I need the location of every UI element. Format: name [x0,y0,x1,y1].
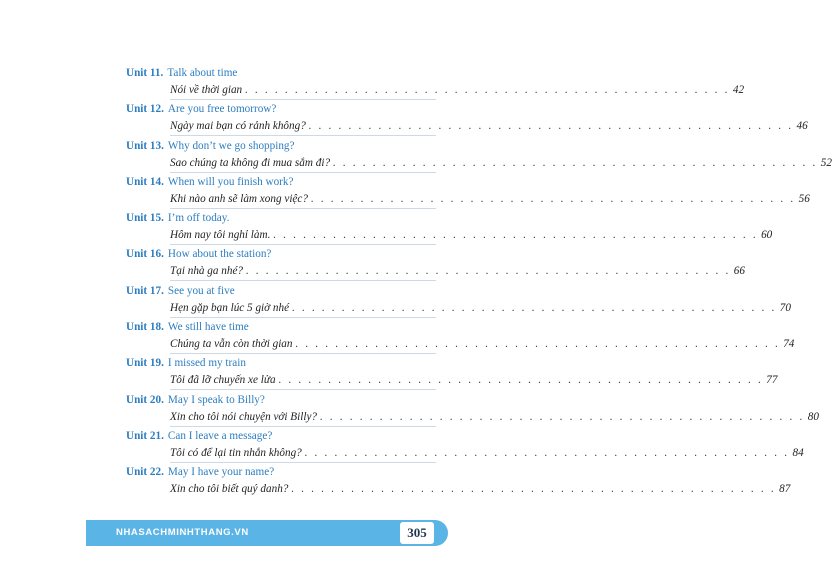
unit-label: Unit 13. [126,139,164,152]
page-number: 87 [779,483,791,496]
unit-subtitle: Khi nào anh sẽ làm xong việc? [170,192,308,205]
toc-entry[interactable] [126,284,791,320]
unit-title: When will you finish work? [167,175,294,188]
unit-label: Unit 16. [126,248,164,261]
unit-label: Unit 20. [126,393,164,406]
toc-entry[interactable] [126,393,819,429]
unit-label: Unit 15. [126,212,164,225]
toc-entry[interactable] [126,320,795,356]
unit-label: Unit 14. [126,175,164,188]
divider [170,462,436,463]
dot-leader: . . . . . . . . . . . . . . . . . . . . . . . . . . . . . . . . . . . . . . . . . . . . . . . . . [320,410,805,423]
unit-title: Are you free tomorrow? [167,103,277,116]
unit-label: Unit 19. [126,357,164,370]
page-number: 60 [761,229,773,242]
unit-title: Why don’t we go shopping? [167,139,295,152]
page-number: 74 [783,338,795,351]
unit-subtitle: Nói về thời gian [170,84,243,96]
divider [170,426,436,427]
unit-title: May I have your name? [167,466,275,479]
divider [170,389,436,390]
unit-subtitle: Chúng ta vẫn còn thời gian [170,338,293,351]
dot-leader: . . . . . . . . . . . . . . . . . . . . . . . . . . . . . . . . . . . . . . . . . . . . . . . . . [308,120,794,133]
footer-brand[interactable]: NHASACHMINHTHANG.VN [116,527,249,538]
unit-label: Unit 12. [126,103,164,116]
divider [170,244,436,245]
page-number: 66 [733,265,745,278]
dot-leader: . . . . . . . . . . . . . . . . . . . . . . . . . . . . . . . . . . . . . . . . . . . . . . . . . [291,483,777,496]
unit-subtitle: Tại nhà ga nhé? [170,265,244,278]
page-number: 77 [766,374,778,387]
unit-subtitle: Xin cho tôi nói chuyện với Billy? [170,410,318,423]
toc-entry[interactable] [126,247,745,283]
dot-leader: . . . . . . . . . . . . . . . . . . . . . . . . . . . . . . . . . . . . . . . . . . . . . . . . . [278,374,764,387]
unit-title: Can I leave a message? [167,429,273,442]
divider [170,208,436,209]
page-number: 52 [820,156,832,169]
toc-entry[interactable] [126,211,773,247]
toc-entry[interactable] [126,356,778,392]
unit-subtitle: Tôi có để lại tin nhắn không? [170,446,302,459]
dot-leader: . . . . . . . . . . . . . . . . . . . . . . . . . . . . . . . . . . . . . . . . . . . . . . . . . [292,301,777,314]
divider [170,317,436,318]
page-number: 80 [807,410,819,423]
dot-leader: . . . . . . . . . . . . . . . . . . . . . . . . . . . . . . . . . . . . . . . . . . . . . . . . . [245,84,730,96]
unit-title: I’m off today. [167,212,230,225]
unit-subtitle: Hẹn gặp bạn lúc 5 giờ nhé [170,301,290,314]
divider [170,135,436,136]
unit-title: How about the station? [167,248,272,261]
page-number: 84 [792,446,804,459]
unit-subtitle: Xin cho tôi biết quý danh? [170,483,289,496]
toc-entry[interactable] [126,465,791,501]
divider [170,353,436,354]
unit-subtitle: Hôm nay tôi nghỉ làm. [170,229,271,242]
page-number: 70 [779,301,791,314]
dot-leader: . . . . . . . . . . . . . . . . . . . . . . . . . . . . . . . . . . . . . . . . . . . . . . . . . [333,156,818,169]
divider [170,99,436,100]
unit-label: Unit 18. [126,321,164,334]
dot-leader: . . . . . . . . . . . . . . . . . . . . . . . . . . . . . . . . . . . . . . . . . . . . . . . . . [295,338,781,351]
unit-title: Talk about time [167,67,238,79]
unit-label: Unit 22. [126,466,164,479]
table-of-contents [126,66,832,502]
toc-entry[interactable] [126,102,808,138]
toc-entry[interactable] [126,139,832,175]
unit-label: Unit 11. [126,67,164,79]
dot-leader: . . . . . . . . . . . . . . . . . . . . . . . . . . . . . . . . . . . . . . . . . . . . . . . . . [304,446,790,459]
page-number: 42 [732,84,745,96]
unit-title: We still have time [167,321,249,334]
unit-title: I missed my train [167,357,246,370]
divider [170,172,436,173]
page-number: 56 [798,192,810,205]
dot-leader: . . . . . . . . . . . . . . . . . . . . . . . . . . . . . . . . . . . . . . . . . . . . . . . . . [273,229,759,242]
toc-entry[interactable] [126,66,745,102]
divider [170,280,436,281]
page-number: 46 [796,120,808,133]
unit-title: See you at five [167,284,235,297]
unit-subtitle: Tôi đã lỡ chuyến xe lửa [170,374,276,387]
unit-subtitle: Sao chúng ta không đi mua sắm đi? [170,156,331,169]
unit-title: May I speak to Billy? [167,393,265,406]
dot-leader: . . . . . . . . . . . . . . . . . . . . . . . . . . . . . . . . . . . . . . . . . . . . . . . . . [246,265,731,278]
toc-entry[interactable] [126,175,810,211]
footer-page-number: 305 [400,522,434,544]
unit-subtitle: Ngày mai bạn có rảnh không? [170,120,306,133]
dot-leader: . . . . . . . . . . . . . . . . . . . . . . . . . . . . . . . . . . . . . . . . . . . . . . . . . [310,192,796,205]
unit-label: Unit 17. [126,284,164,297]
toc-entry[interactable] [126,429,804,465]
unit-label: Unit 21. [126,429,164,442]
